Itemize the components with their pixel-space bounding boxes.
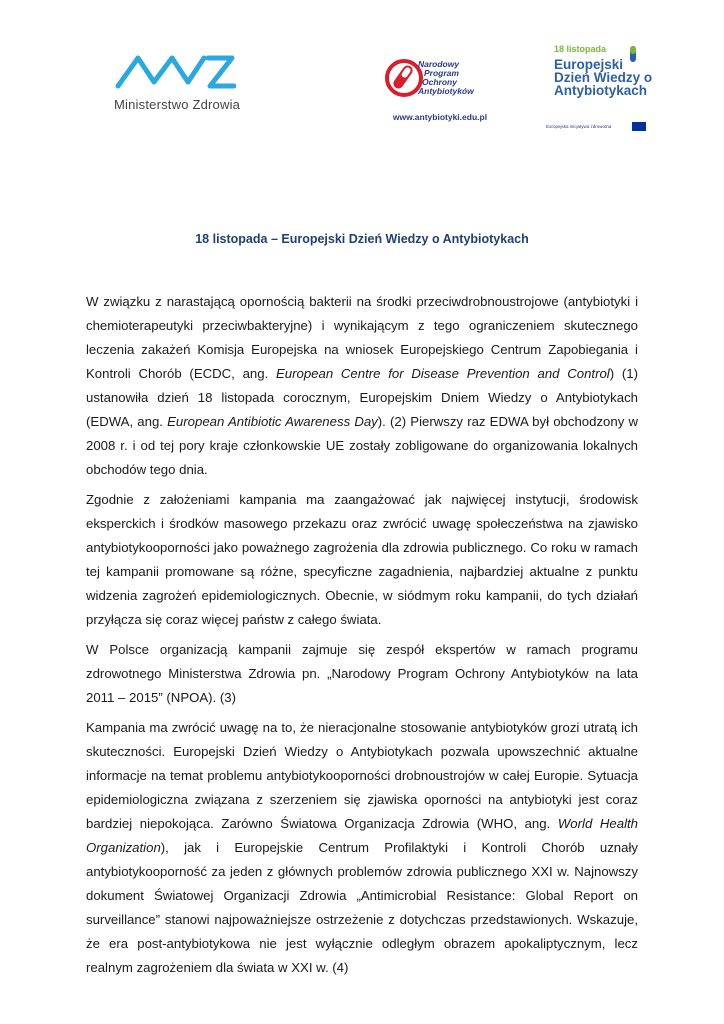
eu-flag-icon: [632, 122, 646, 131]
paragraph-2: Zgodnie z założeniami kampania ma zaangażować jak najwięcej instytucji, środowisk eksperckich i środków masowego przekazu oraz zwrócić uwagę społeczeństwa na zjawisko antybiotykooporności jako poważnego zagrożenia dla zdrowia publicznego. Co roku w ramach tej kampanii promowane są różne, specyficzne zagadnienia, najbardziej aktualne z punktu widzenia zagrożeń epidemiologicznych. Obecnie, w siódmym roku kampanii, do tych działań przyłącza się coraz więcej państw z całego świata.: [86, 492, 638, 627]
edwa-date: 18 listopada: [554, 44, 607, 54]
npoa-name: Narodowy Program Ochrony Antybiotyków: [418, 59, 474, 96]
ministry-name: Ministerstwo Zdrowia: [114, 97, 241, 112]
npoa-url-link[interactable]: www.antybiotyki.edu.pl: [392, 112, 488, 122]
paragraph-4: Kampania ma zwrócić uwagę na to, że nieracjonalne stosowanie antybiotyków grozi utratą ich skuteczności. Europejski Dzień Wiedzy o Antybiotykach pozwala upowszechnić aktualne informacje na temat problemu antybiotykooporności drobnoustrojów w całej Europie. Sytuacja epidemiologiczna związana z szerzeniem się zjawiska oporności na antybiotyki jest coraz bardziej niepokojąca. Zarówno Światowa Organizacja Zdrowia (WHO, ang. World Health Organization), jak i Europejskie Centrum Profilaktyki i Kontroli Chorób uznały antybiotykooporność za jeden z głównych problemów zdrowia publicznego XXI w. Najnowszy dokument Światowej Organizacji Zdrowia „Antimicrobial Resistance: Global Report on surveillance” stanowi najpoważniejsze ostrzeżenie z dotychczas przedstawionych. Wskazuje, że era post-antybiotykowa nie jest wyłącznie odległym obrazem apokaliptycznym, lecz realnym zagrożeniem dla świata w XXI w. (4): [86, 720, 638, 975]
npoa-logo: [380, 52, 500, 127]
mz-logo-mark-icon: [114, 52, 236, 92]
ministry-of-health-logo: [114, 52, 244, 122]
paragraph-1: W związku z narastającą opornością bakterii na środki przeciwdrobnoustrojowe (antybiotyki i chemioterapeutyki przeciwbakteryjne) i wynikającym z tego ograniczeniem skutecznego leczenia zakażeń Komisja Europejska na wniosek Europejskiego Centrum Zapobiegania i Kontroli Chorób (ECDC, ang. European Centre for Disease Prevention and Control) (1) ustanowiła dzień 18 listopada corocznym, Europejskim Dniem Wiedzy o Antybiotykach (EDWA, ang. European Antibiotic Awareness Day). (2) Pierwszy raz EDWA był obchodzony w 2008 r. i od tej pory kraje członkowskie UE zostały zobligowane do organizowania lokalnych obchodów tego dnia.: [86, 294, 638, 477]
page-header: [0, 0, 724, 150]
edwa-logo: [546, 42, 656, 137]
document-title: 18 listopada – Europejski Dzień Wiedzy o Antybiotykach: [195, 232, 529, 246]
paragraph-3: W Polsce organizacją kampanii zajmuje się zespół ekspertów w ramach programu zdrowotnego Ministerstwa Zdrowia pn. „Narodowy Program Ochrony Antybiotyków na lata 2011 – 2015” (NPOA). (3): [86, 642, 638, 705]
edwa-initiative-text: Europejska inicjatywa zdrowotna: [546, 124, 612, 129]
edwa-title: Europejski Dzień Wiedzy o Antybiotykach: [554, 57, 653, 98]
document-body: [86, 290, 638, 986]
